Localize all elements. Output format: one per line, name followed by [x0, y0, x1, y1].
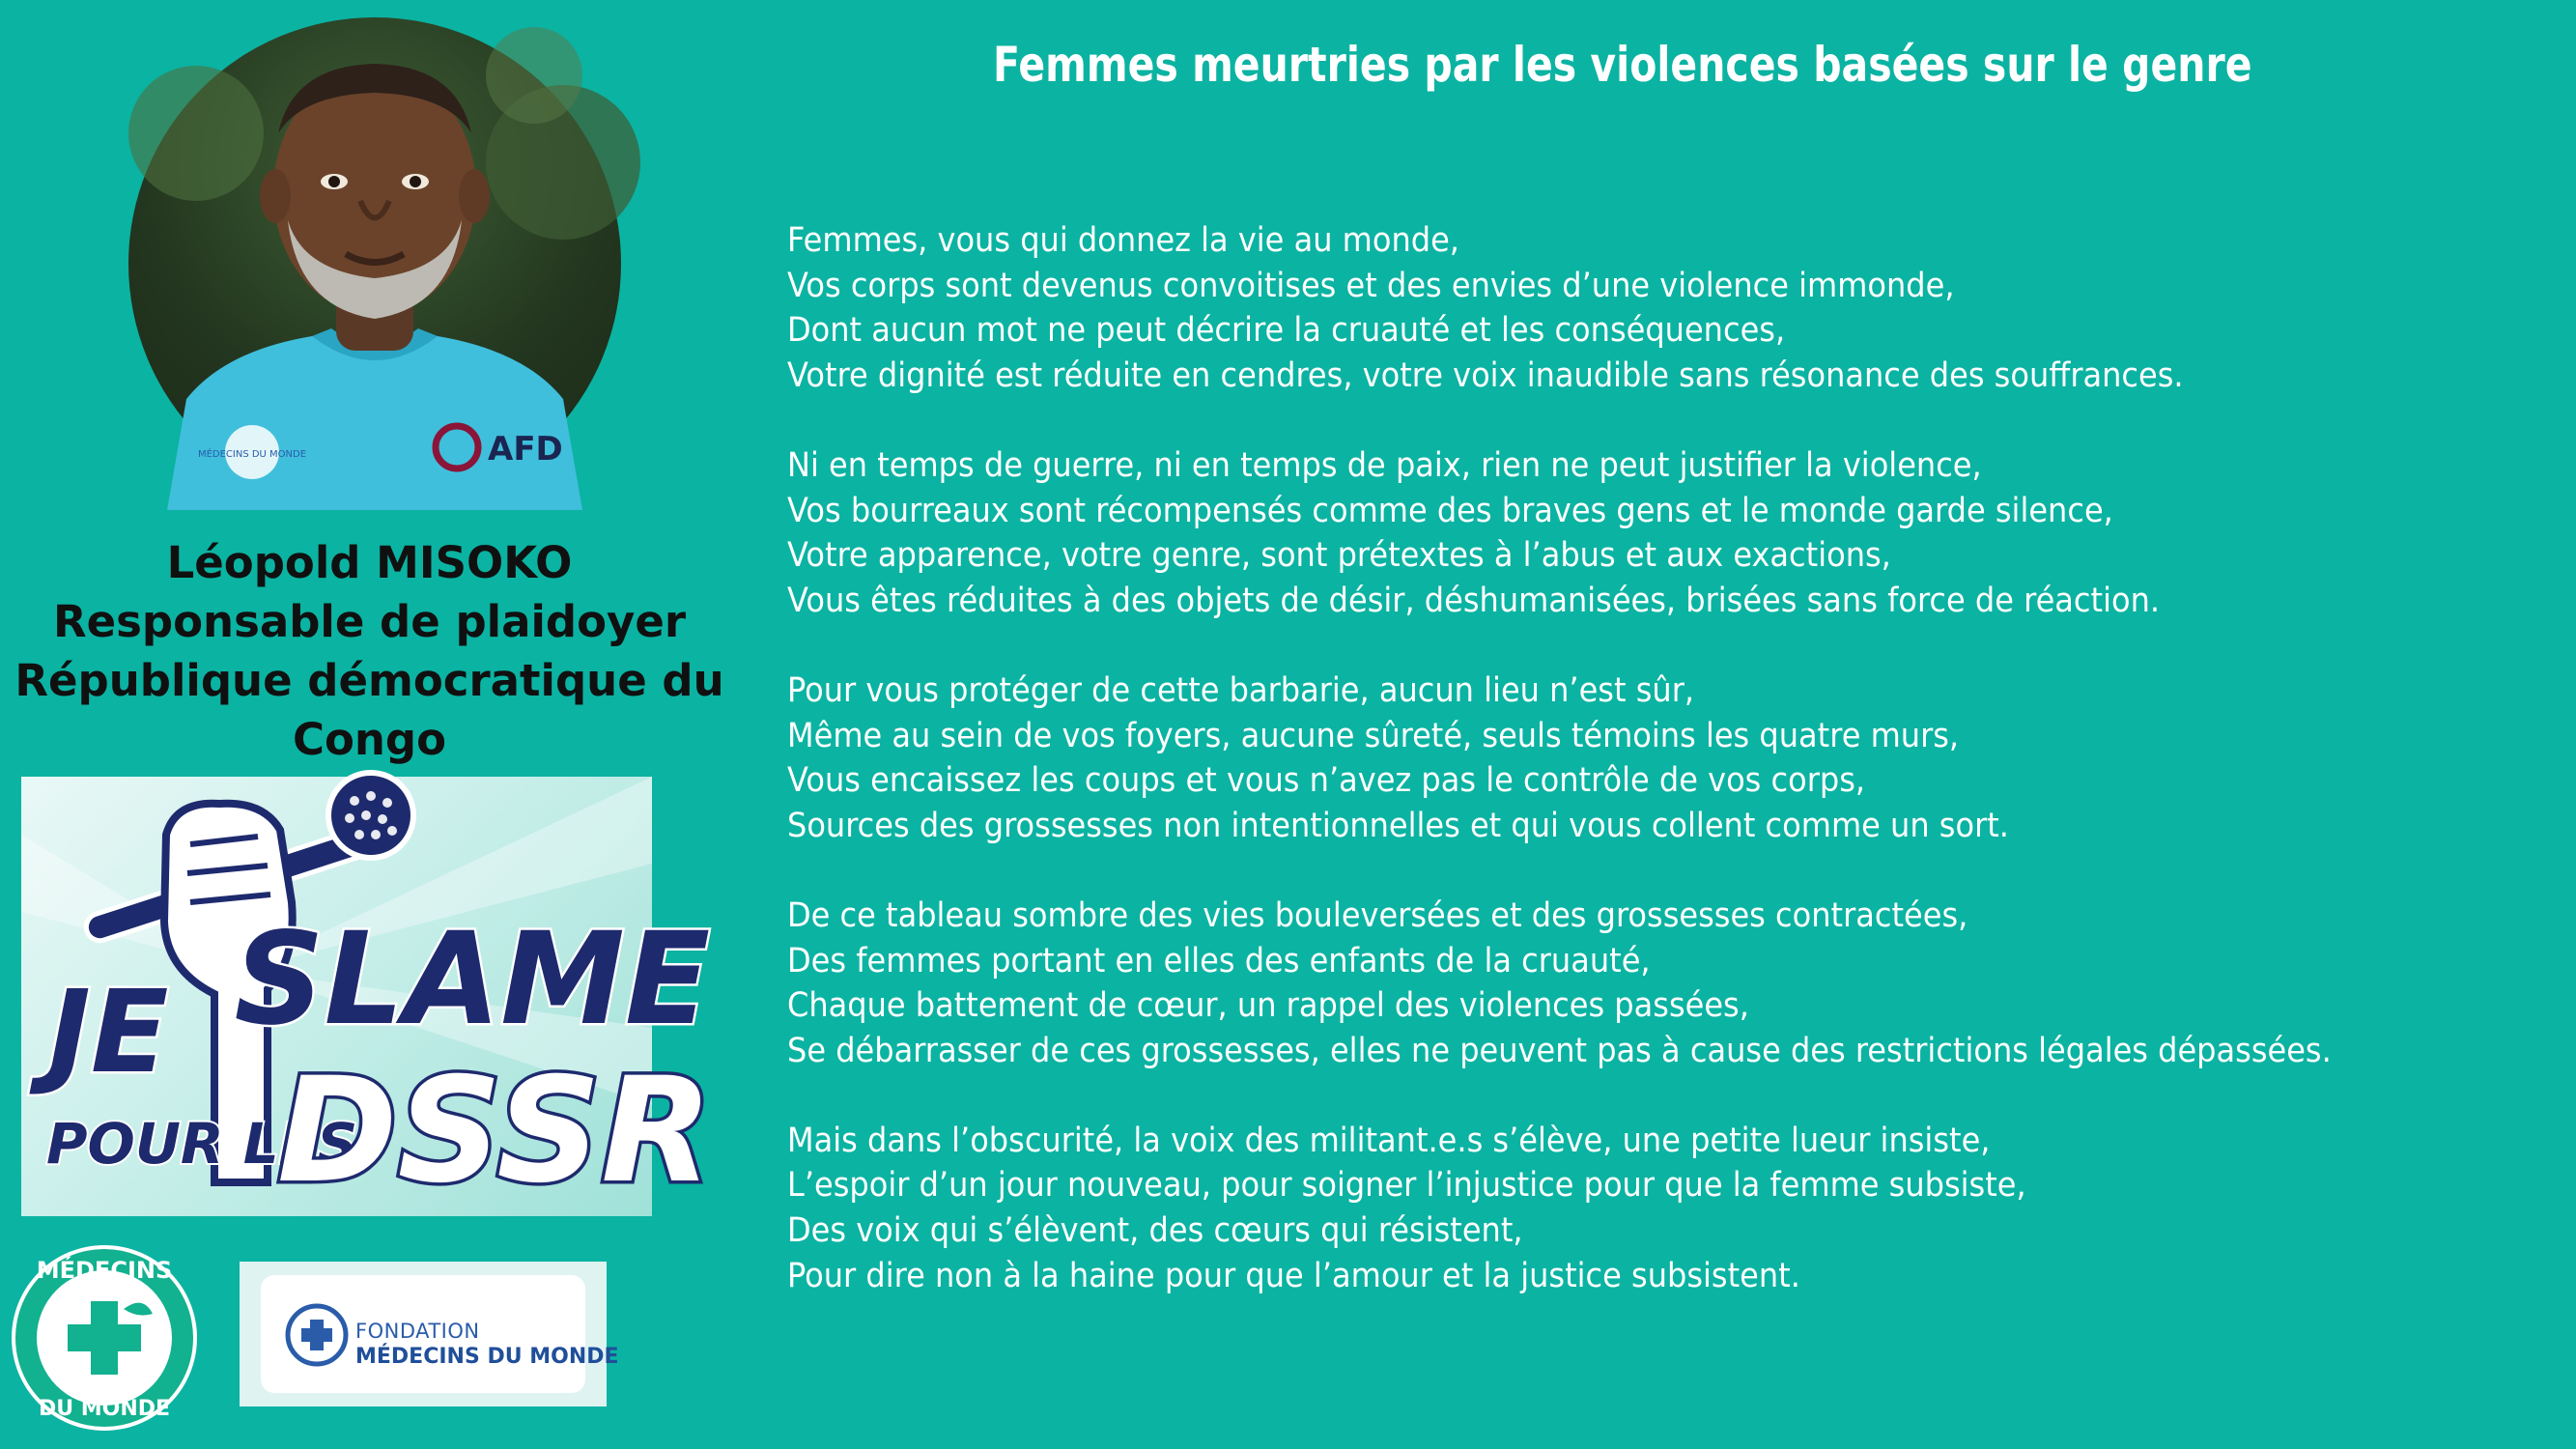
stanza [787, 443, 2475, 623]
author-country-line2: Congo [292, 714, 447, 765]
poem-line: De ce tableau sombre des vies bouleversées et des grossesses contractées, [787, 895, 1968, 935]
poem-line: Dont aucun mot ne peut décrire la cruauté et les conséquences, [787, 311, 1786, 351]
poem-line: Pour vous protéger de cette barbarie, aucun lieu n’est sûr, [787, 670, 1695, 710]
poem-line: Se débarrasser de ces grossesses, elles ne peuvent pas à cause des restrictions légales dépassées. [787, 1031, 2332, 1070]
poem-line: Votre apparence, votre genre, sont prétextes à l’abus et aux exactions, [787, 536, 1891, 576]
author-portrait [128, 17, 621, 510]
author-name: Léopold MISOKO [166, 537, 573, 588]
stanza [787, 218, 2475, 398]
banner-word-slame: SLAME [234, 904, 711, 1054]
poem-line: Ni en temps de guerre, ni en temps de paix, rien ne peut justifier la violence, [787, 445, 1982, 485]
poem-line: Vos corps sont devenus convoitises et des envies d’une violence immonde, [787, 266, 1955, 305]
poem-line: Femmes, vous qui donnez la vie au monde, [787, 221, 1459, 260]
poem-line: Vous encaissez les coups et vous n’avez pas le contrôle de vos corps, [787, 761, 1866, 801]
portrait-illustration [128, 17, 621, 510]
poem-line: Chaque battement de cœur, un rappel des violences passées, [787, 986, 1749, 1026]
je-slame-banner [21, 777, 713, 1216]
poem-line: L’espoir d’un jour nouveau, pour soigner l’injustice pour que la femme subsiste, [787, 1166, 2026, 1206]
fondation-cross-icon [278, 1296, 355, 1374]
shirt-logo-left: MÉDECINS DU MONDE [197, 449, 307, 460]
poem-line: Sources des grossesses non intentionnelles et qui vous collent comme un sort. [787, 806, 2009, 845]
poem-line: Mais dans l’obscurité, la voix des militant.e.s s’élève, une petite lueur insiste, [787, 1121, 1991, 1160]
banner-artwork [21, 777, 713, 1216]
author-block [10, 533, 729, 769]
mdm-logo-mark [8, 1241, 201, 1435]
poem-line: Pour dire non à la haine pour que l’amour et la justice subsistent. [787, 1256, 1800, 1295]
shirt-logo-right: AFD [488, 430, 563, 469]
fondation-line2: MÉDECINS DU MONDE [355, 1345, 619, 1369]
poem-body [787, 218, 2475, 1298]
author-country-line1: République démocratique du [14, 655, 724, 706]
poem-line: Vos bourreaux sont récompensés comme des braves gens et le monde garde silence, [787, 491, 2113, 530]
stanza [787, 668, 2475, 848]
author-role: Responsable de plaidoyer [52, 596, 687, 647]
poem-title: Femmes meurtries par les violences basées sur le genre [993, 37, 2252, 93]
poem-line: Des voix qui s’élèvent, des cœurs qui résistent, [787, 1211, 1523, 1251]
stanza [787, 1119, 2475, 1298]
fondation-line1: FONDATION [355, 1320, 480, 1343]
poem-line: Votre dignité est réduite en cendres, votre voix inaudible sans résonance des souffrances. [787, 355, 2184, 395]
poem-line: Des femmes portant en elles des enfants de la cruauté, [787, 941, 1651, 980]
banner-word-dssr: DSSR [277, 1047, 713, 1215]
banner-word-pour-les: POUR LES [46, 1111, 358, 1177]
medecins-du-monde-logo [8, 1241, 201, 1435]
banner-word-je: JE [48, 965, 169, 1098]
mdm-logo-top-text: MÉDECINS [36, 1257, 173, 1284]
poem-line: Vous êtes réduites à des objets de désir, déshumanisées, brisées sans force de réaction. [787, 581, 2161, 620]
mdm-logo-bottom-text: DU MONDE [38, 1397, 171, 1421]
poem-line: Même au sein de vos foyers, aucune sûreté, seuls témoins les quatre murs, [787, 716, 1960, 755]
fondation-mdm-logo [240, 1262, 619, 1406]
stanza [787, 894, 2475, 1073]
fondation-logo-card [261, 1275, 619, 1393]
